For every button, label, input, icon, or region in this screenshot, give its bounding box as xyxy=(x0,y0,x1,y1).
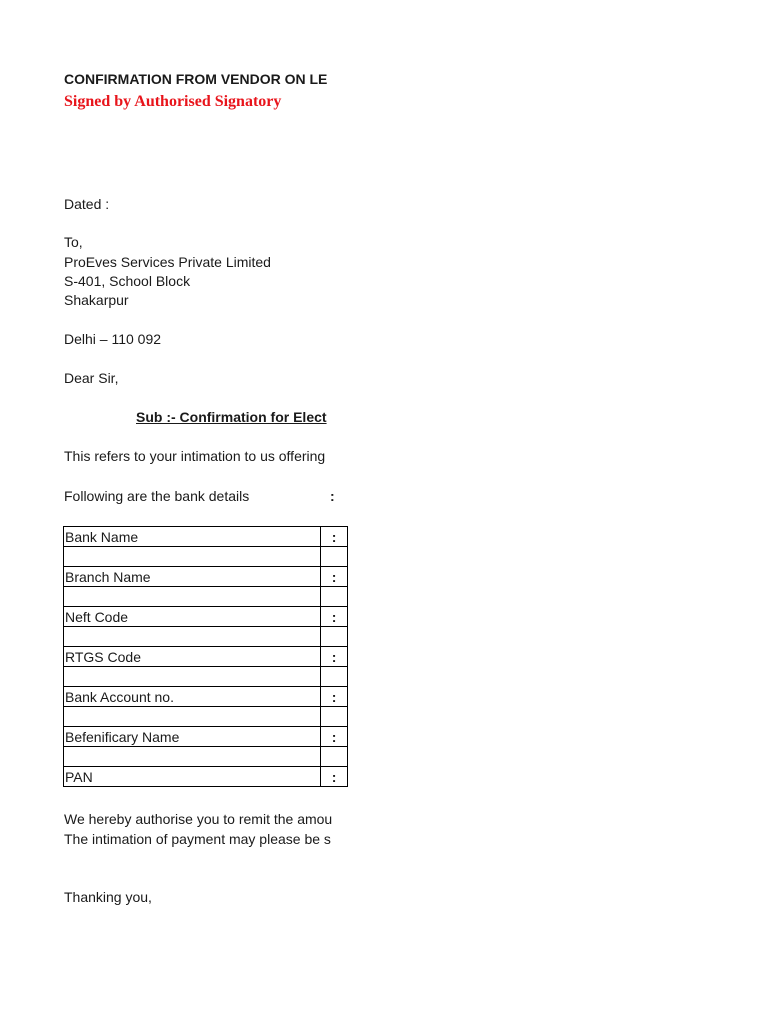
table-row xyxy=(64,747,348,767)
rtgs-code-colon: : xyxy=(321,647,348,667)
neft-code-label: Neft Code xyxy=(64,607,321,627)
table-row xyxy=(64,767,348,787)
address-line-city: Delhi – 110 092 xyxy=(64,331,162,347)
bank-details-intro: Following are the bank details xyxy=(64,488,250,504)
bank-account-label: Bank Account no. xyxy=(64,687,321,707)
table-row xyxy=(64,627,348,647)
beneficiary-name-label: Befenificary Name xyxy=(64,727,321,747)
blank-cell xyxy=(321,627,348,647)
table-row xyxy=(64,667,348,687)
blank-cell xyxy=(321,587,348,607)
address-line-company: ProEves Services Private Limited xyxy=(64,254,271,270)
table-row xyxy=(64,707,348,727)
salutation: Dear Sir, xyxy=(64,370,119,386)
authorise-line: We hereby authorise you to remit the amou xyxy=(64,811,333,827)
blank-cell xyxy=(321,667,348,687)
bank-details-table xyxy=(63,526,348,787)
bank-name-colon: : xyxy=(321,527,348,547)
document-page xyxy=(0,0,348,1024)
blank-cell xyxy=(64,587,321,607)
neft-code-colon: : xyxy=(321,607,348,627)
bank-name-label: Bank Name xyxy=(64,527,321,547)
rtgs-code-label: RTGS Code xyxy=(64,647,321,667)
bank-details-colon: : xyxy=(330,488,335,504)
bank-account-colon: : xyxy=(321,687,348,707)
pan-colon: : xyxy=(321,767,348,787)
blank-cell xyxy=(64,627,321,647)
blank-cell xyxy=(64,707,321,727)
table-row xyxy=(64,547,348,567)
document-title: CONFIRMATION FROM VENDOR ON LE xyxy=(64,71,328,87)
blank-cell xyxy=(64,747,321,767)
table-row xyxy=(64,687,348,707)
address-line-area: Shakarpur xyxy=(64,292,129,308)
blank-cell xyxy=(321,707,348,727)
table-row xyxy=(64,567,348,587)
table-row xyxy=(64,727,348,747)
blank-cell xyxy=(321,747,348,767)
address-line-street: S-401, School Block xyxy=(64,273,191,289)
branch-name-label: Branch Name xyxy=(64,567,321,587)
table-row xyxy=(64,647,348,667)
blank-cell xyxy=(321,547,348,567)
signed-note: Signed by Authorised Signatory xyxy=(64,93,282,110)
intro-line: This refers to your intimation to us offering xyxy=(64,448,326,464)
dated-label: Dated : xyxy=(64,196,110,212)
subject-line: Sub :- Confirmation for Elect xyxy=(136,409,327,425)
table-row xyxy=(64,527,348,547)
table-row xyxy=(64,607,348,627)
table-row xyxy=(64,587,348,607)
to-label: To, xyxy=(64,234,83,250)
branch-name-colon: : xyxy=(321,567,348,587)
blank-cell xyxy=(64,547,321,567)
intimation-line: The intimation of payment may please be s xyxy=(64,831,331,847)
blank-cell xyxy=(64,667,321,687)
pan-label: PAN xyxy=(64,767,321,787)
beneficiary-name-colon: : xyxy=(321,727,348,747)
thanks-line: Thanking you, xyxy=(64,889,152,905)
